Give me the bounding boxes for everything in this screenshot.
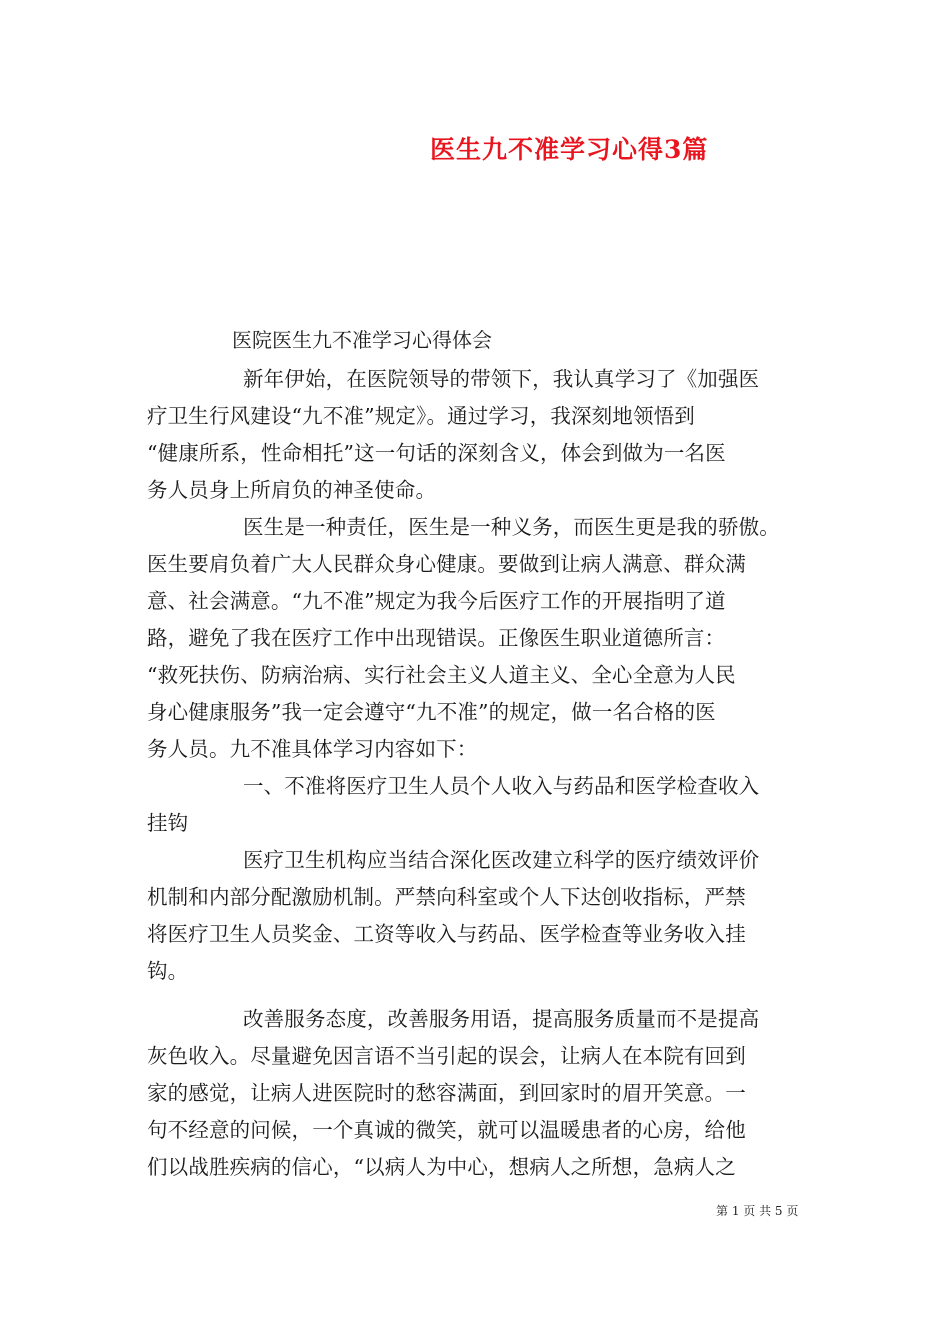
text-line: 医生要肩负着广大人民群众身心健康。要做到让病人满意、群众满 [147, 552, 746, 576]
document-subtitle: 医院医生九不准学习心得体会 [232, 328, 492, 352]
text-line: 务人员。九不准具体学习内容如下： [147, 737, 478, 761]
text-line: 们以战胜疾病的信心，“以病人为中心，想病人之所想，急病人之 [147, 1155, 736, 1179]
text-line: 务人员身上所肩负的神圣使命。 [147, 478, 437, 502]
text-line: “健康所系，性命相托”这一句话的深刻含义，体会到做为一名医 [147, 441, 726, 465]
text-line: “救死扶伤、防病治病、实行社会主义人道主义、全心全意为人民 [147, 663, 736, 687]
text-line: 将医疗卫生人员奖金、工资等收入与药品、医学检查等业务收入挂 [147, 922, 746, 946]
text-line: 改善服务态度，改善服务用语，提高服务质量而不是提高 [243, 1007, 760, 1031]
text-line: 疗卫生行风建设“九不准”规定》。通过学习，我深刻地领悟到 [147, 404, 695, 428]
section-heading: 一、不准将医疗卫生人员个人收入与药品和医学检查收入 [243, 774, 760, 798]
text-line: 路，避免了我在医疗工作中出现错误。正像医生职业道德所言： [147, 626, 726, 650]
document-title: 医生九不准学习心得3篇 [430, 135, 709, 164]
text-line: 家的感觉，让病人进医院时的愁容满面，到回家时的眉开笑意。一 [147, 1081, 746, 1105]
text-line: 新年伊始，在医院领导的带领下，我认真学习了《加强医 [243, 367, 760, 391]
page-number-footer: 第 1 页 共 5 页 [716, 1204, 799, 1218]
text-line: 句不经意的问候，一个真诚的微笑，就可以温暖患者的心房，给他 [147, 1118, 746, 1142]
text-line: 钩。 [147, 959, 189, 983]
section-heading-continued: 挂钩 [147, 811, 189, 835]
text-line: 医疗卫生机构应当结合深化医改建立科学的医疗绩效评价 [243, 848, 760, 872]
text-line: 机制和内部分配激励机制。严禁向科室或个人下达创收指标，严禁 [147, 885, 746, 909]
text-line: 灰色收入。尽量避免因言语不当引起的误会，让病人在本院有回到 [147, 1044, 746, 1068]
text-line: 意、社会满意。“九不准”规定为我今后医疗工作的开展指明了道 [147, 589, 726, 613]
text-line: 医生是一种责任，医生是一种义务，而医生更是我的骄傲。 [243, 515, 780, 539]
text-line: 身心健康服务”我一定会遵守“九不准”的规定，做一名合格的医 [147, 700, 716, 724]
